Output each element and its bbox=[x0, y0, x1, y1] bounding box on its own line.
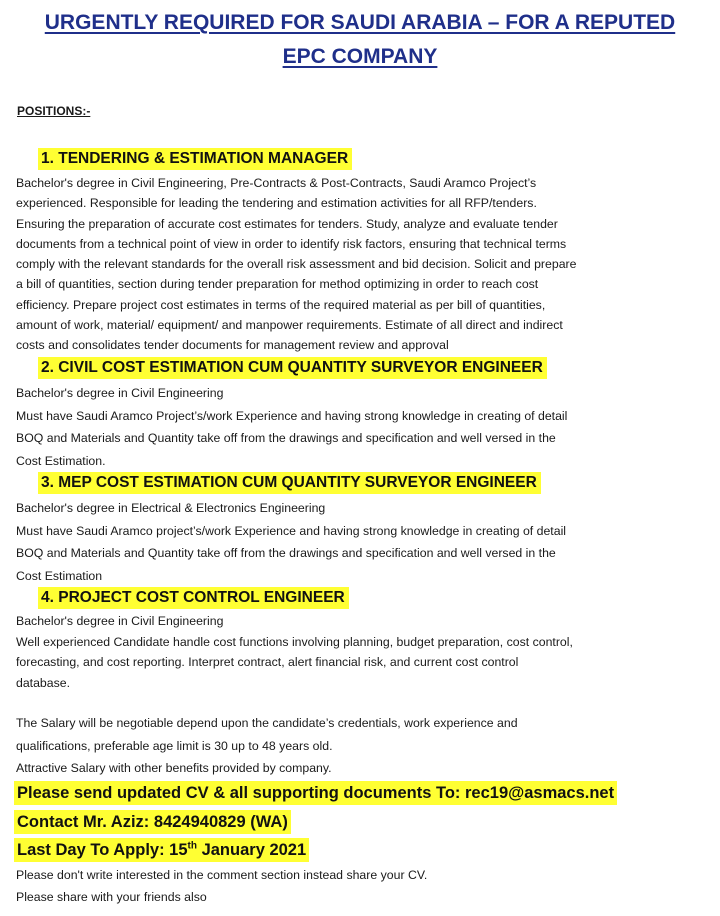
last-day-suffix: January 2021 bbox=[197, 841, 307, 859]
position-4-line: database. bbox=[16, 675, 71, 690]
position-1-line: efficiency. Prepare project cost estimates in terms of the required material as per bill of quantities, bbox=[16, 297, 546, 312]
position-4-line: Well experienced Candidate handle cost functions involving planning, budget preparation, cost control, bbox=[16, 634, 573, 649]
position-2-line: BOQ and Materials and Quantity take off from the drawings and specification and well versed in the bbox=[16, 431, 556, 445]
last-day-note bbox=[14, 838, 309, 862]
position-2-heading: 2. CIVIL COST ESTIMATION CUM QUANTITY SURVEYOR ENGINEER bbox=[38, 357, 547, 379]
position-4-heading: 4. PROJECT COST CONTROL ENGINEER bbox=[38, 587, 349, 609]
position-2-description bbox=[16, 382, 692, 472]
position-4-description bbox=[16, 611, 692, 693]
position-3-description bbox=[16, 497, 692, 587]
position-3-line: Bachelor's degree in Electrical & Electronics Engineering bbox=[16, 501, 326, 515]
position-2-line: Must have Saudi Aramco Project’s/work Experience and having strong knowledge in creating of detail bbox=[16, 408, 568, 423]
position-1-line: Ensuring the preparation of accurate cost estimates for tenders. Study, analyze and evaluate tender bbox=[16, 216, 558, 231]
position-3-heading: 3. MEP COST ESTIMATION CUM QUANTITY SURVEYOR ENGINEER bbox=[38, 472, 541, 494]
page-title bbox=[0, 6, 720, 74]
position-1-heading: 1. TENDERING & ESTIMATION MANAGER bbox=[38, 148, 352, 170]
position-1-line: Bachelor's degree in Civil Engineering, Pre-Contracts & Post-Contracts, Saudi Aramco Project’s bbox=[16, 176, 537, 190]
salary-line: qualifications, preferable age limit is 30 up to 48 years old. bbox=[16, 738, 333, 753]
last-day-prefix: Last Day To Apply: 15 bbox=[17, 841, 188, 859]
position-1-line: comply with the relevant standards for the overall risk assessment and bid decision. Solicit and prepare bbox=[16, 257, 577, 272]
position-4-line: forecasting, and cost reporting. Interpret contract, alert financial risk, and current cost control bbox=[16, 655, 519, 669]
contact-note: Contact Mr. Aziz: 8424940829 (WA) bbox=[14, 810, 291, 834]
footer-line-2: Please share with your friends also bbox=[16, 890, 207, 904]
position-4-line: Bachelor's degree in Civil Engineering bbox=[16, 614, 224, 628]
position-2-line: Cost Estimation. bbox=[16, 453, 106, 468]
position-1-line: amount of work, material/ equipment/ and manpower requirements. Estimate of all direct and indirect bbox=[16, 318, 563, 333]
salary-line: The Salary will be negotiable depend upon the candidate’s credentials, work experience and bbox=[16, 716, 518, 730]
position-2-line: Bachelor's degree in Civil Engineering bbox=[16, 386, 224, 400]
last-day-sup: th bbox=[187, 840, 197, 852]
positions-label: POSITIONS:- bbox=[17, 104, 91, 118]
position-1-line: experienced. Responsible for leading the tendering and estimation activities for all RFP/tenders. bbox=[16, 196, 537, 211]
send-cv-note: Please send updated CV & all supporting documents To: rec19@asmacs.net bbox=[14, 781, 617, 805]
salary-info bbox=[16, 712, 692, 780]
position-1-line: a bill of quantities, section during tender preparation for method optimizing in order to reach cost bbox=[16, 277, 539, 292]
position-3-line: BOQ and Materials and Quantity take off from the drawings and specification and well versed in the bbox=[16, 546, 556, 560]
title-line-1: URGENTLY REQUIRED FOR SAUDI ARABIA – FOR A REPUTED bbox=[44, 11, 676, 34]
salary-line: Attractive Salary with other benefits provided by company. bbox=[16, 761, 332, 775]
position-1-description bbox=[16, 173, 692, 356]
footer-line-1: Please don't write interested in the comment section instead share your CV. bbox=[16, 868, 428, 882]
position-1-line: documents from a technical point of view in order to identify risk factors, ensuring that technical terms bbox=[16, 236, 567, 251]
position-3-line: Must have Saudi Aramco project’s/work Experience and having strong knowledge in creating of detail bbox=[16, 523, 567, 538]
position-3-line: Cost Estimation bbox=[16, 568, 103, 583]
position-1-line: costs and consolidates tender documents for management review and approval bbox=[16, 338, 449, 353]
title-line-2: EPC COMPANY bbox=[282, 45, 438, 68]
